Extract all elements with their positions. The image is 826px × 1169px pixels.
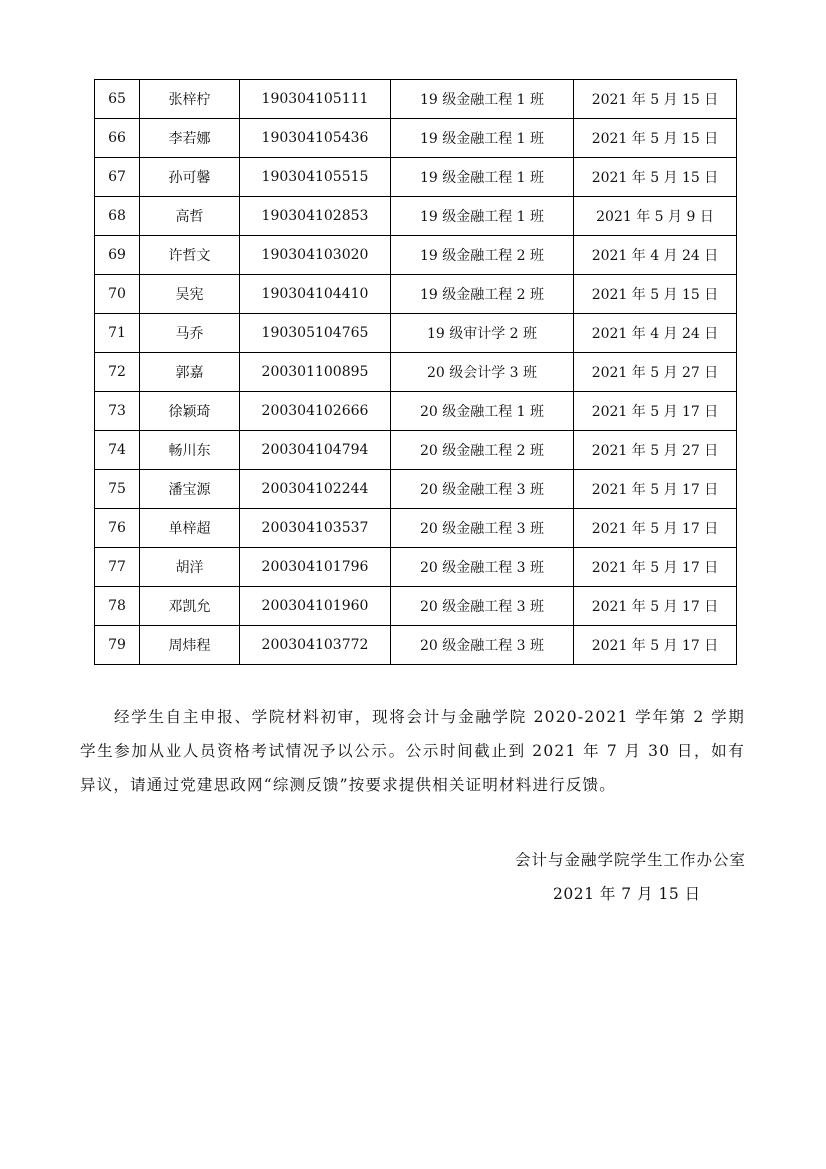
student-name: 潘宝源 <box>140 470 240 509</box>
student-id: 190304105436 <box>240 119 391 158</box>
row-number: 66 <box>95 119 140 158</box>
student-id: 200301100895 <box>240 353 391 392</box>
row-number: 71 <box>95 314 140 353</box>
table-row <box>95 236 737 275</box>
student-class: 19 级金融工程 2 班 <box>391 275 574 314</box>
student-name: 徐颖琦 <box>140 392 240 431</box>
student-class: 19 级金融工程 2 班 <box>391 236 574 275</box>
table-row <box>95 119 737 158</box>
table-row <box>95 392 737 431</box>
exam-date: 2021 年 5 月 17 日 <box>574 548 737 587</box>
exam-date: 2021 年 4 月 24 日 <box>574 236 737 275</box>
student-id: 190304105111 <box>240 80 391 119</box>
row-number: 70 <box>95 275 140 314</box>
student-name: 吴宪 <box>140 275 240 314</box>
table-row <box>95 626 737 665</box>
exam-date: 2021 年 5 月 17 日 <box>574 470 737 509</box>
student-id: 190304103020 <box>240 236 391 275</box>
student-class: 19 级金融工程 1 班 <box>391 197 574 236</box>
row-number: 69 <box>95 236 140 275</box>
exam-date: 2021 年 5 月 27 日 <box>574 353 737 392</box>
student-class: 20 级金融工程 3 班 <box>391 470 574 509</box>
exam-date: 2021 年 5 月 15 日 <box>574 119 737 158</box>
table-row <box>95 314 737 353</box>
student-name: 李若娜 <box>140 119 240 158</box>
signature-office: 会计与金融学院学生工作办公室 <box>514 851 746 869</box>
table-row <box>95 353 737 392</box>
student-name: 郭嘉 <box>140 353 240 392</box>
table-row <box>95 80 737 119</box>
row-number: 72 <box>95 353 140 392</box>
exam-date: 2021 年 5 月 17 日 <box>574 509 737 548</box>
student-class: 20 级金融工程 3 班 <box>391 509 574 548</box>
student-class: 20 级金融工程 2 班 <box>391 431 574 470</box>
student-class: 20 级金融工程 1 班 <box>391 392 574 431</box>
student-class: 20 级会计学 3 班 <box>391 353 574 392</box>
student-id: 190304104410 <box>240 275 391 314</box>
table-row <box>95 470 737 509</box>
student-table-body <box>95 80 737 665</box>
student-name: 孙可馨 <box>140 158 240 197</box>
row-number: 75 <box>95 470 140 509</box>
student-class: 19 级审计学 2 班 <box>391 314 574 353</box>
exam-date: 2021 年 5 月 27 日 <box>574 431 737 470</box>
signature-date: 2021 年 7 月 15 日 <box>553 885 701 903</box>
student-id: 200304102666 <box>240 392 391 431</box>
student-name: 单梓超 <box>140 509 240 548</box>
student-name: 周炜程 <box>140 626 240 665</box>
student-name: 马乔 <box>140 314 240 353</box>
student-id: 200304103772 <box>240 626 391 665</box>
student-name: 许哲文 <box>140 236 240 275</box>
exam-date: 2021 年 5 月 17 日 <box>574 587 737 626</box>
student-class: 20 级金融工程 3 班 <box>391 587 574 626</box>
exam-date: 2021 年 5 月 15 日 <box>574 80 737 119</box>
student-id: 200304104794 <box>240 431 391 470</box>
table-row <box>95 197 737 236</box>
row-number: 73 <box>95 392 140 431</box>
exam-date: 2021 年 4 月 24 日 <box>574 314 737 353</box>
exam-date: 2021 年 5 月 9 日 <box>574 197 737 236</box>
student-id: 200304102244 <box>240 470 391 509</box>
row-number: 76 <box>95 509 140 548</box>
student-class: 20 级金融工程 3 班 <box>391 626 574 665</box>
student-name: 高哲 <box>140 197 240 236</box>
student-class: 19 级金融工程 1 班 <box>391 80 574 119</box>
student-id: 200304101960 <box>240 587 391 626</box>
student-table <box>94 79 737 665</box>
row-number: 65 <box>95 80 140 119</box>
student-id: 190304105515 <box>240 158 391 197</box>
row-number: 78 <box>95 587 140 626</box>
table-row <box>95 158 737 197</box>
table-row <box>95 275 737 314</box>
exam-date: 2021 年 5 月 17 日 <box>574 626 737 665</box>
student-id: 190304102853 <box>240 197 391 236</box>
exam-date: 2021 年 5 月 17 日 <box>574 392 737 431</box>
student-name: 邓凯允 <box>140 587 240 626</box>
student-name: 畅川东 <box>140 431 240 470</box>
table-row <box>95 548 737 587</box>
notice-paragraph: 经学生自主申报、学院材料初审，现将会计与金融学院 2020-2021 学年第 2 学期学生参加从业人员资格考试情况予以公示。公示时间截止到 2021 年 7 月 30 日，如有异议，请通过党建思政网“综测反馈”按要求提供相关证明材料进行反馈。 <box>80 708 745 794</box>
row-number: 77 <box>95 548 140 587</box>
student-id: 200304101796 <box>240 548 391 587</box>
student-class: 19 级金融工程 1 班 <box>391 158 574 197</box>
row-number: 79 <box>95 626 140 665</box>
student-name: 张梓柠 <box>140 80 240 119</box>
student-class: 19 级金融工程 1 班 <box>391 119 574 158</box>
student-id: 190305104765 <box>240 314 391 353</box>
student-name: 胡洋 <box>140 548 240 587</box>
table-row <box>95 509 737 548</box>
table-row <box>95 431 737 470</box>
row-number: 74 <box>95 431 140 470</box>
student-class: 20 级金融工程 3 班 <box>391 548 574 587</box>
row-number: 68 <box>95 197 140 236</box>
student-id: 200304103537 <box>240 509 391 548</box>
exam-date: 2021 年 5 月 15 日 <box>574 158 737 197</box>
exam-date: 2021 年 5 月 15 日 <box>574 275 737 314</box>
row-number: 67 <box>95 158 140 197</box>
table-row <box>95 587 737 626</box>
